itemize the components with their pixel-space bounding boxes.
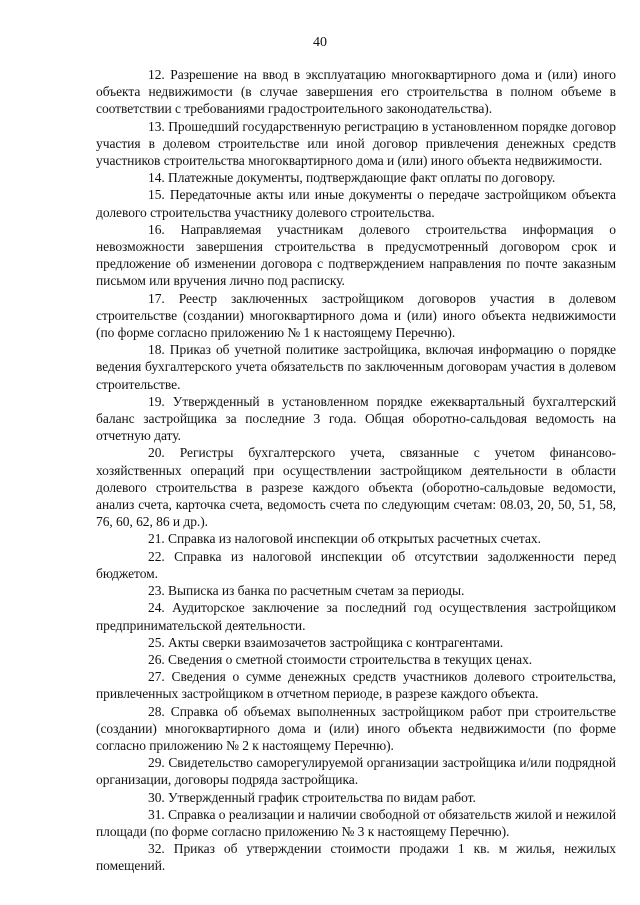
paragraph-18: 18. Приказ об учетной политике застройщика, включая информацию о порядке ведения бухгалтерского учета обязательств по заключенным договорам участия в долевом строительстве. (96, 342, 616, 392)
paragraph-26: 26. Сведения о сметной стоимости строительства в текущих ценах. (148, 651, 533, 667)
paragraph-29: 29. Свидетельство саморегулируемой организации застройщика и/или подрядной организации, договоры подряда застройщика. (96, 755, 616, 788)
paragraph-28: 28. Справка об объемах выполненных застройщиком работ при строительстве (создании) многоквартирного дома и (или) иного объекта недвижимости (по форме согласно приложению № 2 к настоящему Перечню). (96, 703, 616, 753)
paragraph-21: 21. Справка из налоговой инспекции об открытых расчетных счетах. (148, 531, 541, 547)
paragraph-24: 24. Аудиторское заключение за последний год осуществления застройщиком предпринимательской деятельности. (96, 600, 616, 633)
page-number: 40 (313, 35, 327, 50)
paragraph-31: 31. Справка о реализации и наличии свободной от обязательств жилой и нежилой площади (по форме согласно приложению № 3 к настоящему Перечню). (96, 806, 616, 839)
paragraph-12: 12. Разрешение на ввод в эксплуатацию многоквартирного дома и (или) иного объекта недвижимости (в случае завершения его строительства в полном объеме в соответствии с требованиями градостроительного законодательства). (96, 67, 616, 117)
paragraph-14: 14. Платежные документы, подтверждающие факт оплаты по договору. (148, 170, 556, 186)
paragraph-25: 25. Акты сверки взаимозачетов застройщика с контрагентами. (148, 634, 504, 650)
paragraph-19: 19. Утвержденный в установленном порядке ежеквартальный бухгалтерский баланс застройщика за последние 3 года. Общая оборотно-сальдовая ведомость на отчетную дату. (96, 393, 616, 444)
paragraph-27: 27. Сведения о сумме денежных средств участников долевого строительства, привлеченных застройщиком в отчетном периоде, в разрезе каждого объекта. (96, 669, 616, 702)
paragraph-13: 13. Прошедший государственную регистрацию в установленном порядке договор участия в долевом строительстве или иной договор привлечения денежных средств участников строительства многоквартирного дома и (или) иного объекта недвижимости. (96, 118, 616, 169)
document-body (96, 66, 616, 875)
paragraph-32: 32. Приказ об утверждении стоимости продажи 1 кв. м жилья, нежилых помещений. (96, 841, 616, 874)
paragraph-22: 22. Справка из налоговой инспекции об отсутствии задолженности перед бюджетом. (96, 548, 616, 581)
paragraph-16: 16. Направляемая участникам долевого строительства информация о невозможности завершения строительства в предусмотренный договором срок и предложение об изменении договора с подтверждением направления по почте заказным письмом или вручения лично под расписку. (96, 221, 616, 289)
paragraph-23: 23. Выписка из банка по расчетным счетам за периоды. (148, 583, 465, 599)
paragraph-17: 17. Реестр заключенных застройщиком договоров участия в долевом строительстве (создании) многоквартирного дома и (или) иного объекта недвижимости (по форме согласно приложению № 1 к настоящему Перечню). (96, 290, 616, 341)
paragraph-15: 15. Передаточные акты или иные документы о передаче застройщиком объекта долевого строительства участнику долевого строительства. (96, 187, 616, 220)
paragraph-20: 20. Регистры бухгалтерского учета, связанные с учетом финансово-хозяйственных операций при осуществлении застройщиком деятельности в области долевого строительства в разрезе каждого объекта (оборотно-сальдовые ведомости, анализ счета, карточка счета, ведомость счета по следующим счетам: 08.03, 20, 50, 51, 58, 76, 60, 62, 86 и др.). (96, 445, 616, 530)
paragraph-30: 30. Утвержденный график строительства по видам работ. (148, 789, 476, 805)
